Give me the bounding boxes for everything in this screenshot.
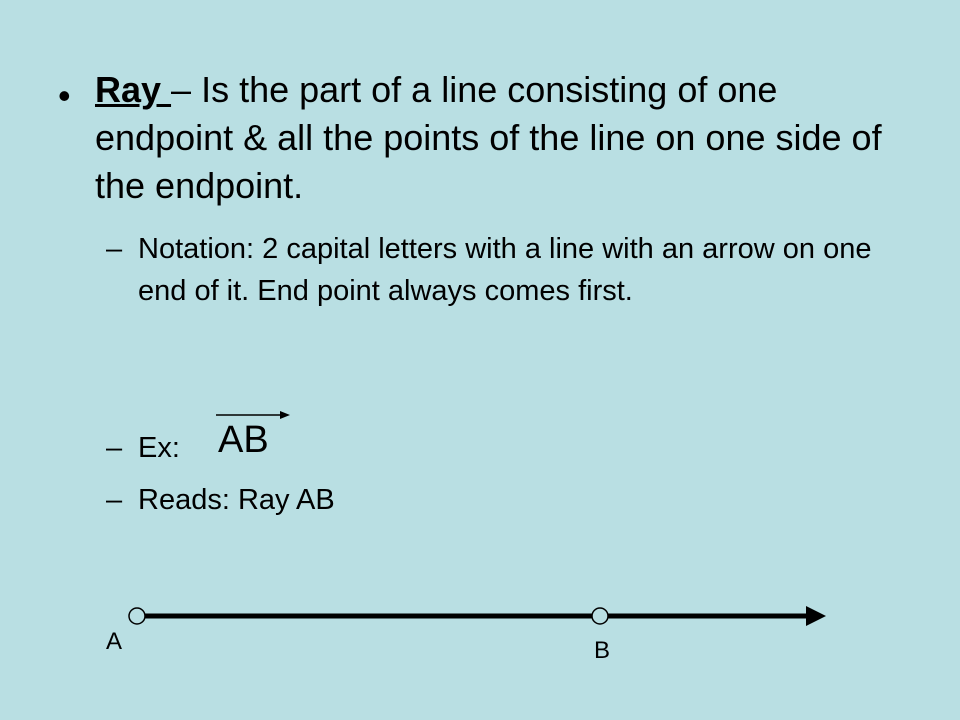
sub-bullet-dash-notation: – bbox=[106, 233, 123, 265]
sub-bullet-dash-example: – bbox=[106, 432, 123, 464]
notation-text: Notation: 2 capital letters with a line with an arrow on one end of it. End point always comes first. bbox=[138, 233, 872, 307]
example-label: Ex: bbox=[138, 432, 180, 464]
point-b-label: B bbox=[594, 637, 611, 664]
point-a-label: A bbox=[106, 628, 123, 655]
bullet-marker: • bbox=[58, 75, 71, 116]
ray-arrowhead bbox=[806, 606, 826, 626]
reads-text: Reads: Ray AB bbox=[138, 484, 335, 516]
definition-term: Ray bbox=[95, 69, 172, 110]
point-b-marker bbox=[592, 608, 608, 624]
sub-bullet-dash-reads: – bbox=[106, 484, 123, 516]
ray-notation-letters: AB bbox=[218, 419, 269, 461]
definition-text: – Is the part of a line consisting of one endpoint & all the points of the line on one side of the endpoint. bbox=[95, 69, 882, 206]
point-a-marker bbox=[129, 608, 145, 624]
